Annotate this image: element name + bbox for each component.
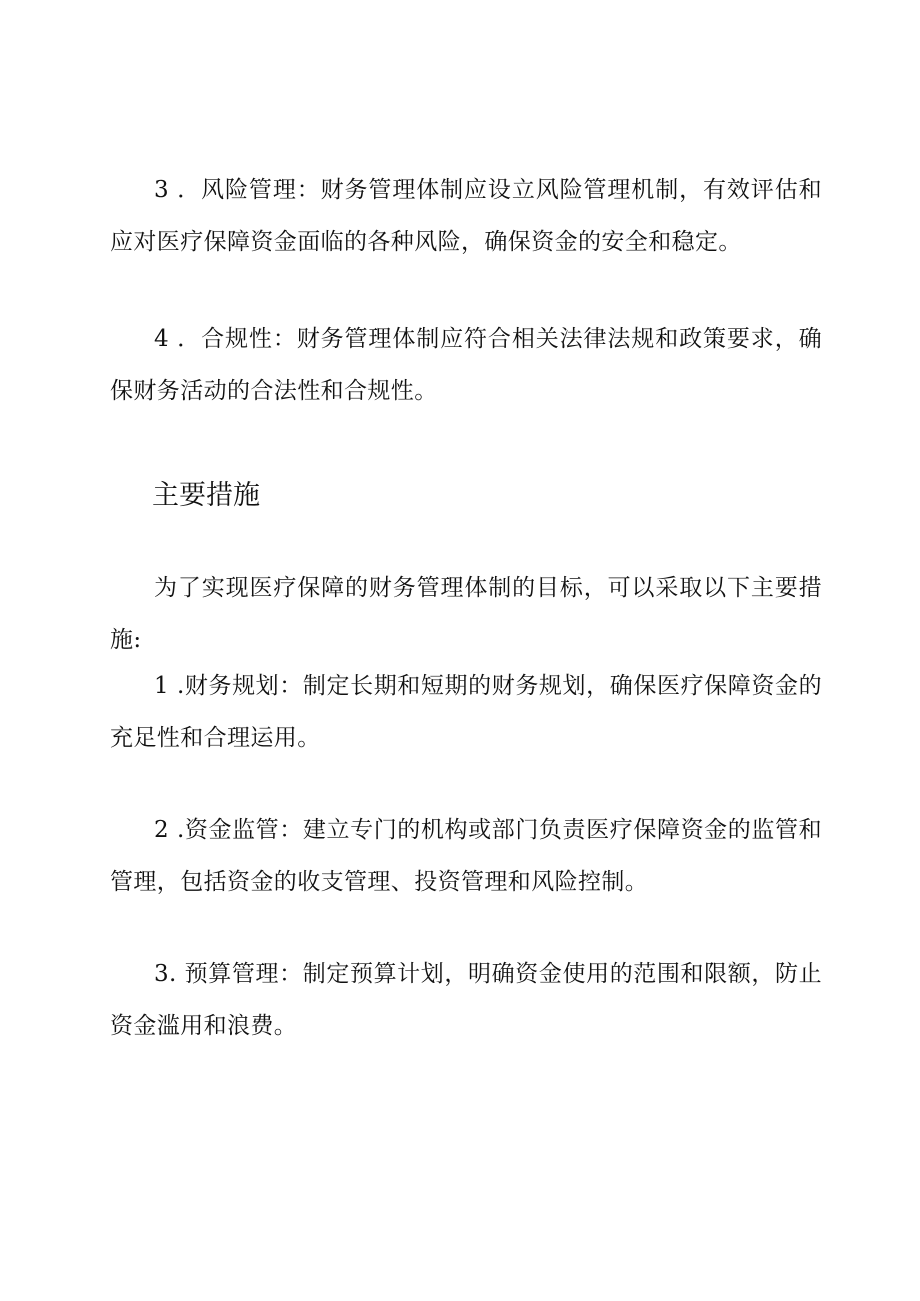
paragraph-risk-management: 3 ．风险管理：财务管理体制应设立风险管理机制，有效评估和应对医疗保障资金面临的各种风险，确保资金的安全和稳定。 [110,177,822,255]
paragraph-compliance: 4 ．合规性：财务管理体制应符合相关法律法规和政策要求，确保财务活动的合法性和合规性。 [110,326,822,404]
paragraph-fund-supervision: 2 .资金监管：建立专门的机构或部门负责医疗保障资金的监管和管理，包括资金的收支管理、投资管理和风险控制。 [110,817,822,895]
paragraph-budget-management: 3. 预算管理：制定预算计划，明确资金使用的范围和限额，防止资金滥用和浪费。 [110,961,822,1039]
section-heading: 主要措施 [152,480,260,511]
paragraph-financial-planning: 1 .财务规划：制定长期和短期的财务规划，确保医疗保障资金的充足性和合理运用。 [110,673,822,751]
paragraph-intro: 为了实现医疗保障的财务管理体制的目标，可以采取以下主要措施: [110,575,822,653]
